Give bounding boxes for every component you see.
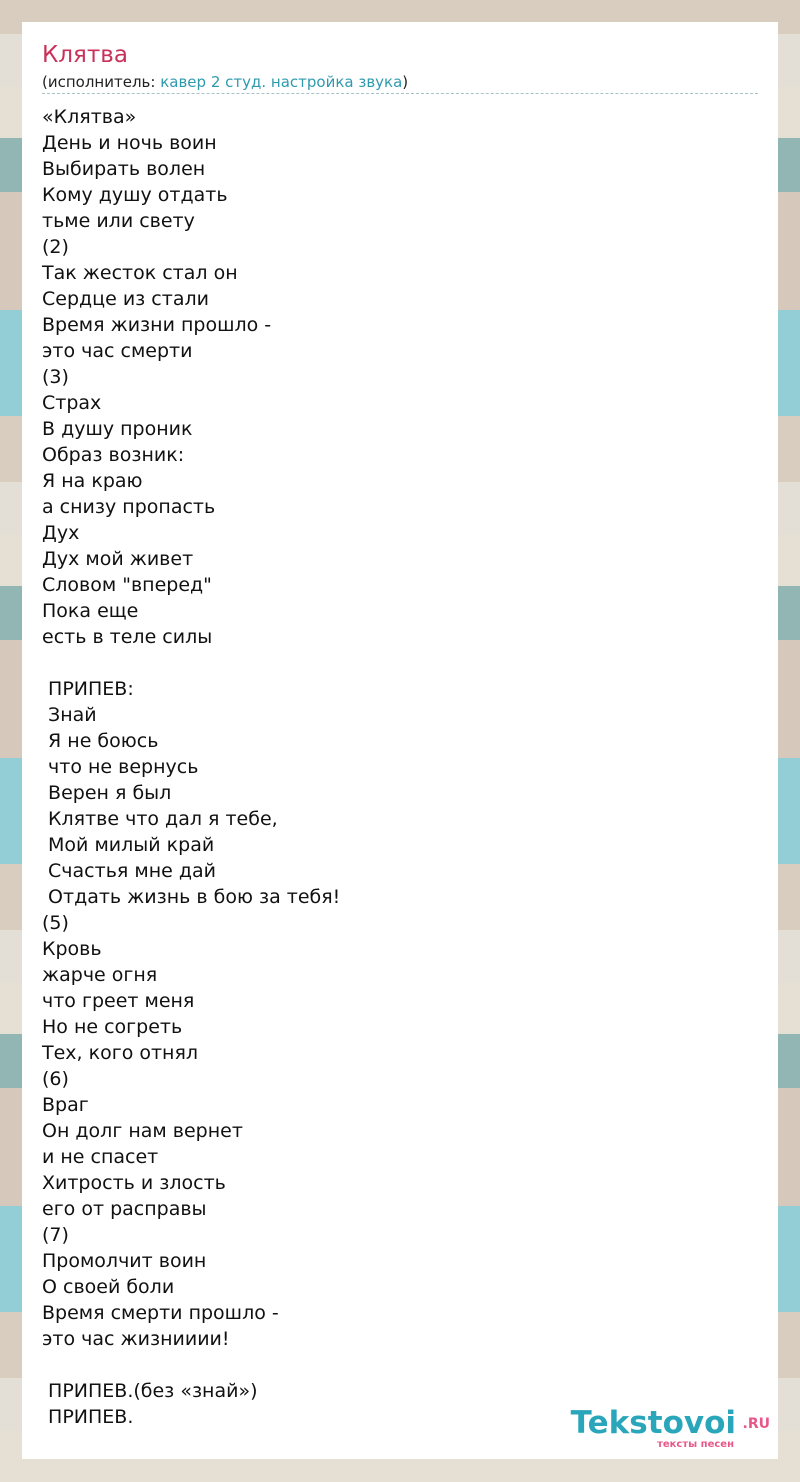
logo-tld: .RU [742,1416,770,1432]
logo-wordmark: Tekstovoi [570,1405,736,1441]
performer-prefix: (исполнитель: [42,73,161,91]
logo-tagline: тексты песен [657,1439,734,1450]
lyrics-card [22,22,778,1459]
lyrics-text: «Клятва» День и ночь воин Выбирать волен Кому душу отдать тьме или свету (2) Так жесток стал он Сердце из стали Время жизни прошло - это час смерти (3) Страх В душу проник Образ возник: Я на краю а снизу пропасть Дух Дух мой живет Словом "вперед" Пока еще есть в теле силы ПРИПЕВ: Знай Я не боюсь что не вернусь Верен я был Клятве что дал я тебе, Мой милый край Счастья мне дай Отдать жизнь в бою за тебя! (5) Кровь жарче огня что греет меня Но не согреть Тех, кого отнял (6) Враг Он долг нам вернет и не спасет Хитрость и злость его от расправы (7) Промолчит воин О своей боли Время смерти прошло - это час жизнииии! ПРИПЕВ.(без «знай») ПРИПЕВ. [42,106,341,1428]
performer-suffix: ) [402,73,409,91]
performer-link[interactable]: кавер 2 студ. настройка звука [160,73,403,91]
performer-line [42,73,758,94]
site-logo[interactable] [570,1405,770,1449]
song-title: Клятва [42,42,128,68]
